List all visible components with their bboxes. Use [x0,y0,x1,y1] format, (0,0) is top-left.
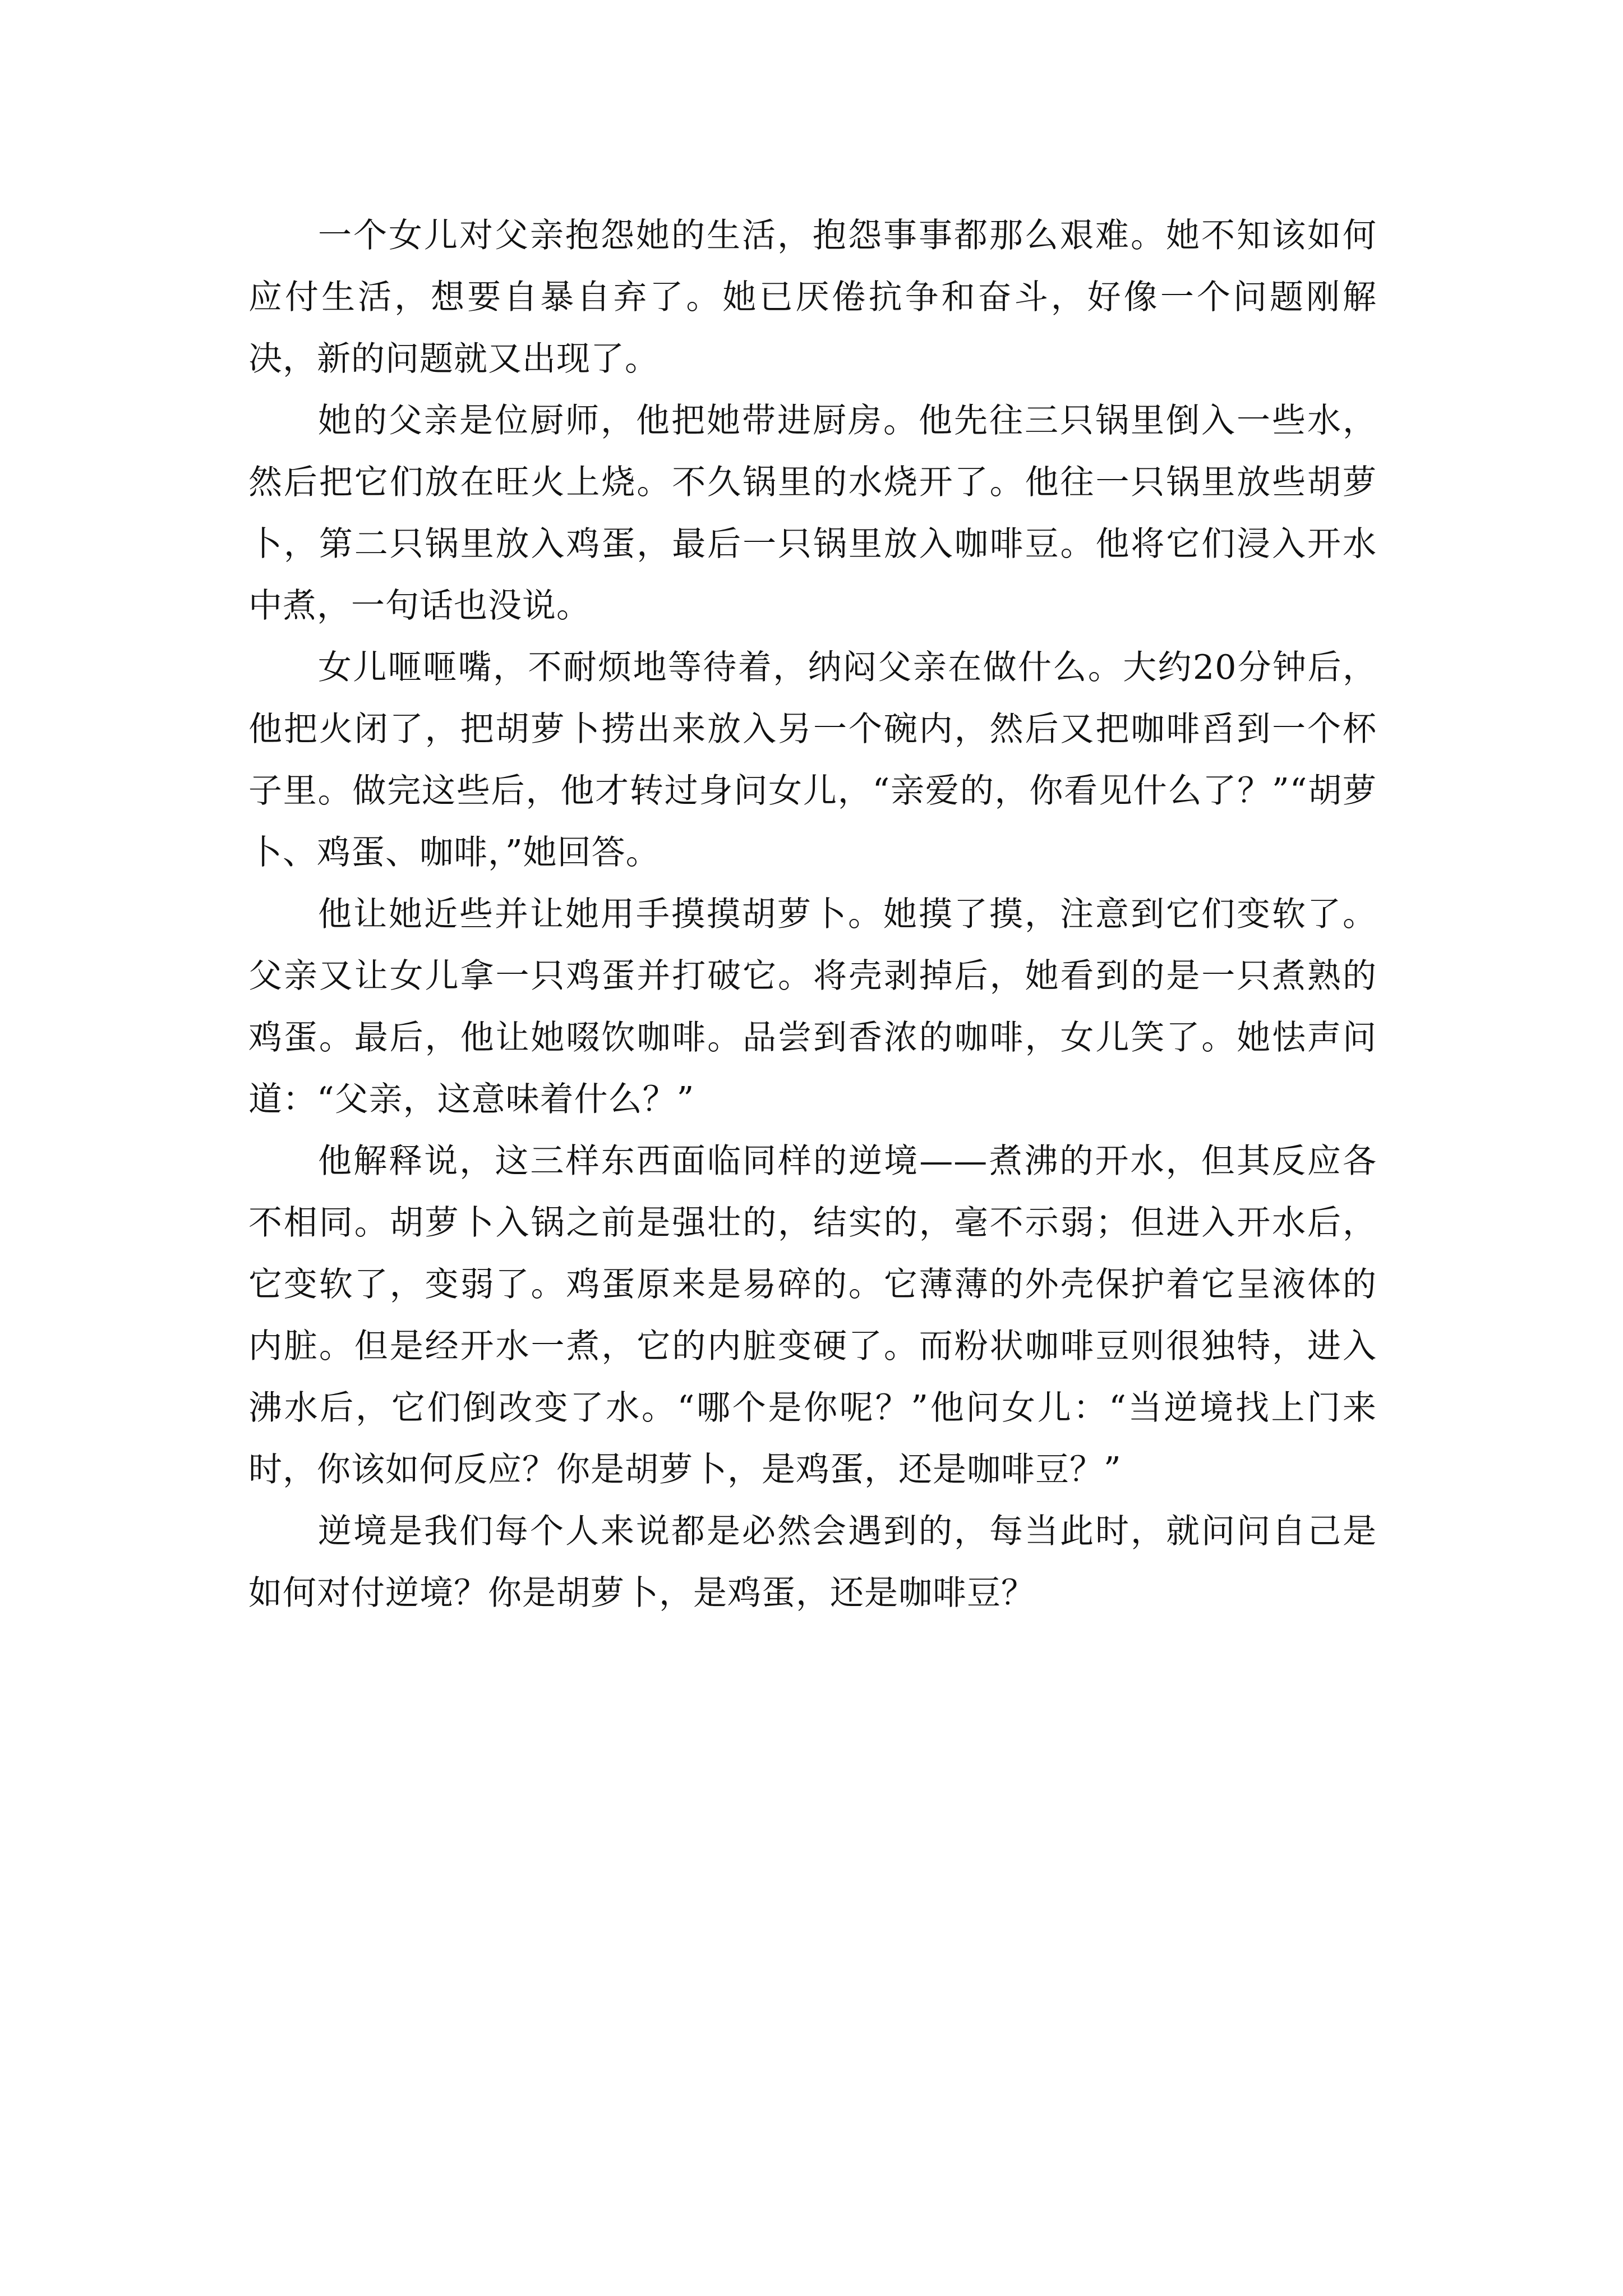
paragraph-1: 一个女儿对父亲抱怨她的生活，抱怨事事都那么艰难。她不知该如何应付生活，想要自暴自弃了。她已厌倦抗争和奋斗，好像一个问题刚解决，新的问题就又出现了。 [248,216,1377,379]
paragraph-5: 他解释说，这三样东西面临同样的逆境——煮沸的开水，但其反应各不相同。胡萝卜入锅之前是强壮的，结实的，毫不示弱；但进入开水后，它变软了，变弱了。鸡蛋原来是易碎的。它薄薄的外壳保护着它呈液体的内脏。但是经开水一煮，它的内脏变硬了。而粉状咖啡豆则很独特，进入沸水后，它们倒改变了水。“哪个是你呢？”他问女儿：“当逆境找上门来时，你该如何反应？你是胡萝卜，是鸡蛋，还是咖啡豆？” [248,1142,1377,1489]
paragraph-3: 女儿咂咂嘴，不耐烦地等待着，纳闷父亲在做什么。大约20分钟后，他把火闭了，把胡萝卜捞出来放入另一个碗内，然后又把咖啡舀到一个杯子里。做完这些后，他才转过身问女儿，“亲爱的，你看见什么了？”“胡萝卜、鸡蛋、咖啡，”她回答。 [248,648,1377,872]
paragraph-6: 逆境是我们每个人来说都是必然会遇到的，每当此时，就问问自己是如何对付逆境？你是胡萝卜，是鸡蛋，还是咖啡豆？ [248,1512,1377,1613]
paragraph-4: 他让她近些并让她用手摸摸胡萝卜。她摸了摸，注意到它们变软了。父亲又让女儿拿一只鸡蛋并打破它。将壳剥掉后，她看到的是一只煮熟的鸡蛋。最后，他让她啜饮咖啡。品尝到香浓的咖啡，女儿笑了。她怯声问道：“父亲，这意味着什么？” [248,895,1377,1119]
paragraph-2: 她的父亲是位厨师，他把她带进厨房。他先往三只锅里倒入一些水，然后把它们放在旺火上烧。不久锅里的水烧开了。他往一只锅里放些胡萝卜，第二只锅里放入鸡蛋，最后一只锅里放入咖啡豆。他将它们浸入开水中煮，一句话也没说。 [248,401,1377,625]
document-body [248,205,1377,1624]
